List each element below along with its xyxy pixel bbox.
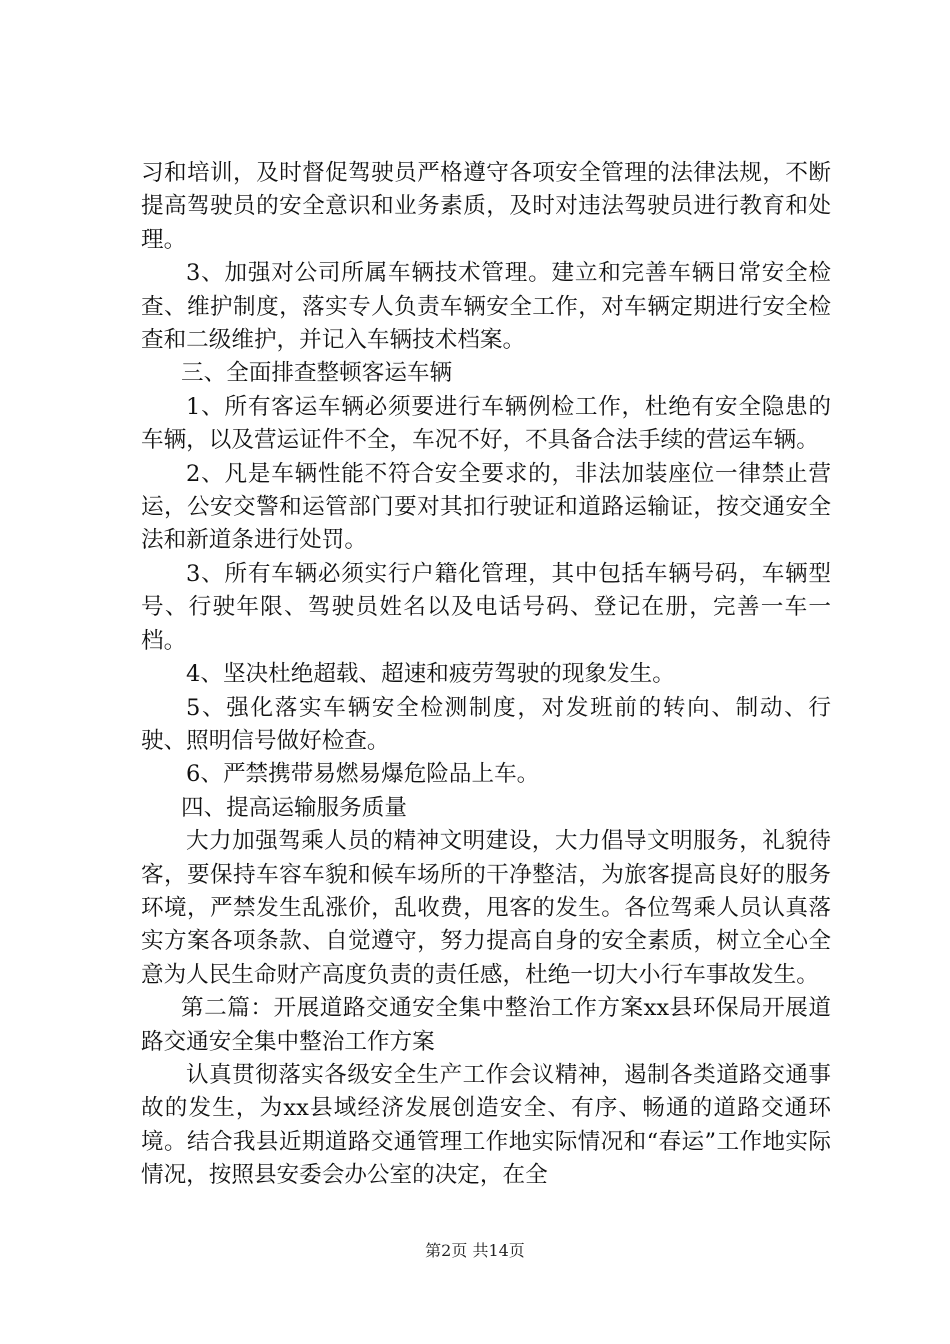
paragraph-item: 3、所有车辆必须实行户籍化管理，其中包括车辆号码，车辆型号、行驶年限、驾驶员姓名以及电话号码、登记在册，完善一车一档。 xyxy=(141,560,831,654)
paragraph-item: 5、强化落实车辆安全检测制度，对发班前的转向、制动、行驶、照明信号做好检查。 xyxy=(141,694,831,754)
paragraph-item: 2、凡是车辆性能不符合安全要求的，非法加装座位一律禁止营运，公安交警和运管部门要对其扣行驶证和道路运输证，按交通安全法和新道条进行处罚。 xyxy=(141,460,831,554)
page-number-footer: 第2页 共14页 xyxy=(425,1241,525,1260)
paragraph-item: 大力加强驾乘人员的精神文明建设，大力倡导文明服务，礼貌待客，要保持车容车貌和候车场所的干净整洁，为旅客提高良好的服务环境，严禁发生乱涨价，乱收费，甩客的发生。各位驾乘人员认真落实方案各项条款、自觉遵守，努力提高自身的安全素质，树立全心全意为人民生命财产高度负责的责任感，杜绝一切大小行车事故发生。 xyxy=(141,828,831,988)
section-heading: 四、提高运输服务质量 xyxy=(181,794,407,821)
paragraph-item: 认真贯彻落实各级安全生产工作会议精神，遏制各类道路交通事故的发生，为xx县域经济发展创造安全、有序、畅通的道路交通环境。结合我县近期道路交通管理工作地实际情况和“春运”工作地实际情况，按照县安委会办公室的决定，在全 xyxy=(141,1061,831,1189)
paragraph-item: 3、加强对公司所属车辆技术管理。建立和完善车辆日常安全检查、维护制度，落实专人负责车辆安全工作，对车辆定期进行安全检查和二级维护，并记入车辆技术档案。 xyxy=(141,260,831,354)
chapter-heading: 第二篇：开展道路交通安全集中整治工作方案xx县环保局开展道路交通安全集中整治工作方案 xyxy=(141,995,831,1055)
document-body xyxy=(141,157,831,1193)
paragraph-item: 1、所有客运车辆必须要进行车辆例检工作，杜绝有安全隐患的车辆，以及营运证件不全，车况不好，不具备合法手续的营运车辆。 xyxy=(141,393,831,454)
section-heading: 三、全面排查整顿客运车辆 xyxy=(181,360,453,387)
paragraph-continuation: 习和培训，及时督促驾驶员严格遵守各项安全管理的法律法规，不断提高驾驶员的安全意识和业务素质，及时对违法驾驶员进行教育和处理。 xyxy=(141,160,831,253)
paragraph-item: 6、严禁携带易燃易爆危险品上车。 xyxy=(186,761,540,788)
paragraph-item: 4、坚决杜绝超载、超速和疲劳驾驶的现象发生。 xyxy=(186,661,675,688)
